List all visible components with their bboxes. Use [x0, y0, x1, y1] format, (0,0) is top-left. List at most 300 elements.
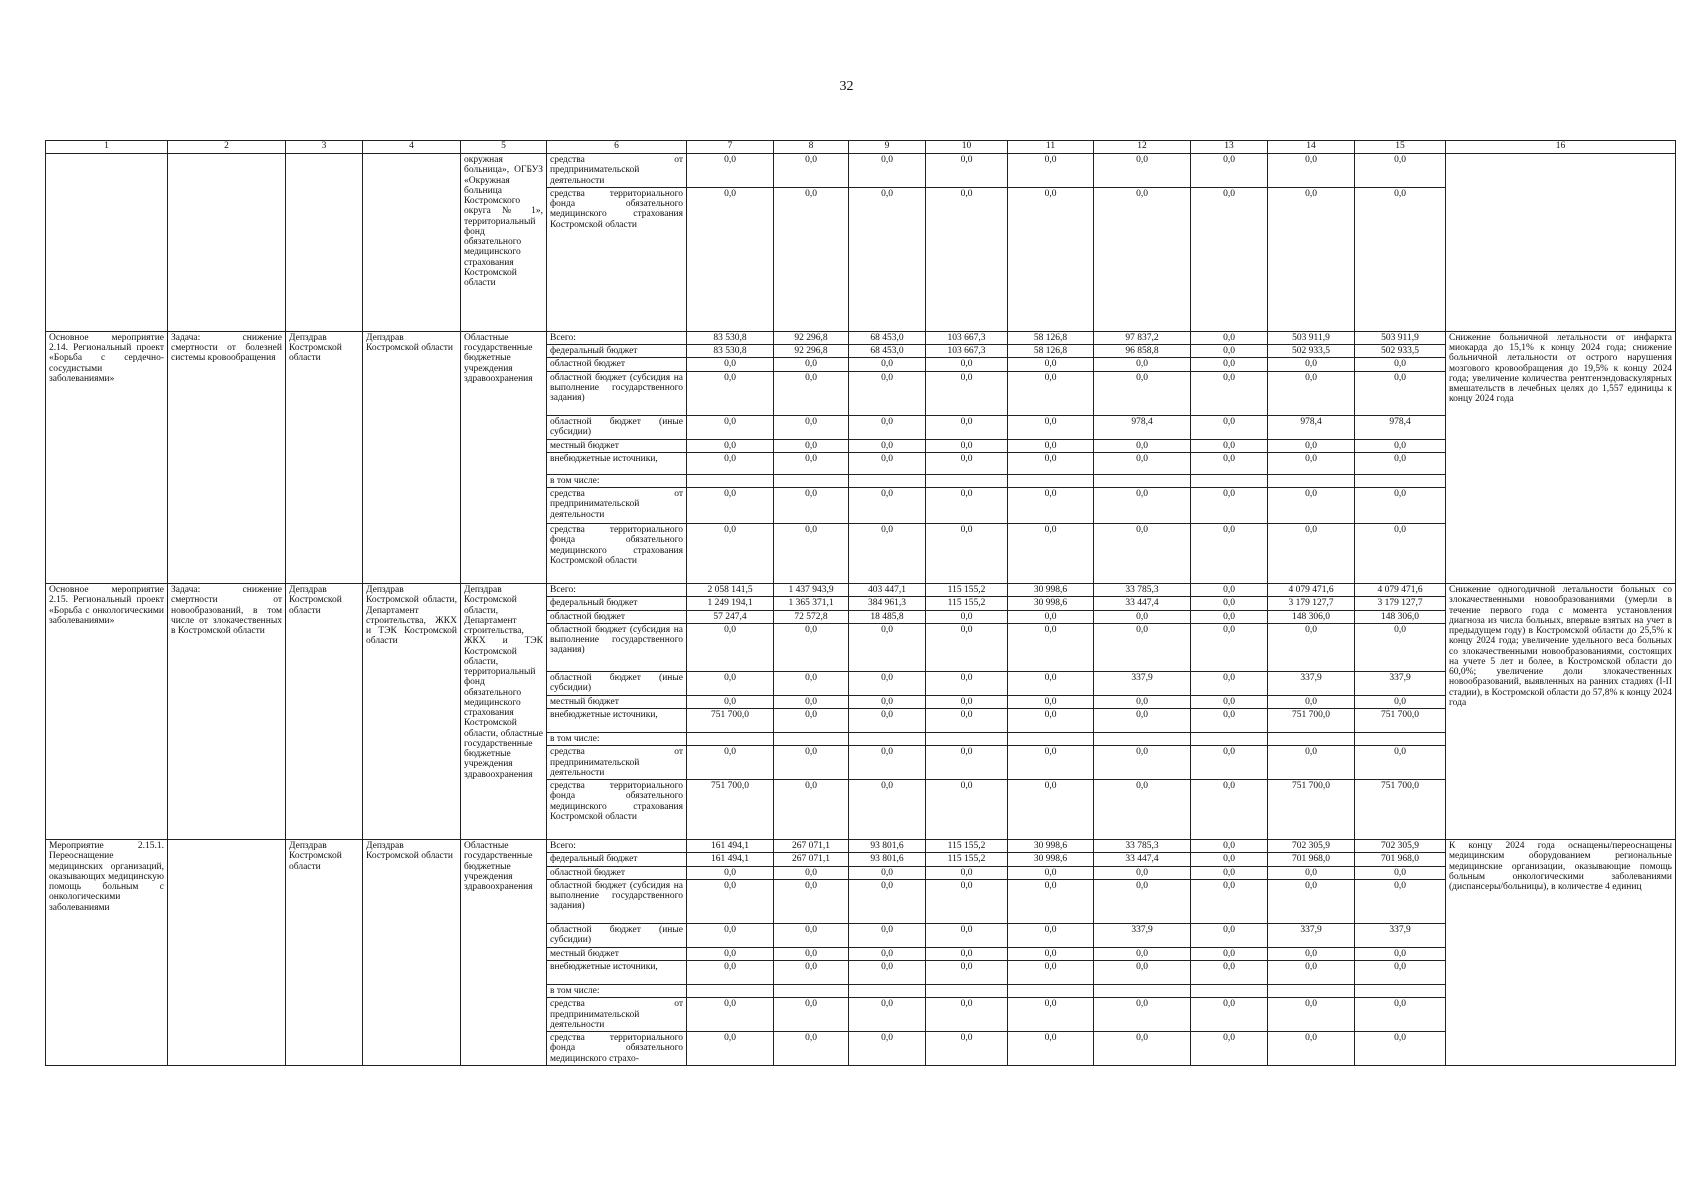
amount-cell: 72 572,8	[774, 610, 849, 623]
amount-cell: 0,0	[849, 998, 926, 1032]
amount-cell: 0,0	[1355, 187, 1446, 331]
amount-cell: 502 933,5	[1355, 345, 1446, 358]
amount-cell: 0,0	[1008, 623, 1094, 671]
amount-cell: 0,0	[774, 154, 849, 188]
amount-cell	[774, 474, 849, 487]
amount-cell: 0,0	[1355, 154, 1446, 188]
amount-cell: 337,9	[1094, 671, 1191, 695]
table-row	[46, 584, 1676, 597]
funding-source-label: областной бюджет	[547, 866, 687, 879]
amount-cell: 0,0	[1355, 961, 1446, 985]
amount-cell: 1 365 371,1	[774, 597, 849, 610]
amount-cell	[774, 733, 849, 746]
amount-cell: 0,0	[774, 746, 849, 780]
amount-cell: 0,0	[926, 780, 1008, 840]
amount-cell: 0,0	[1094, 524, 1191, 584]
col-number: 14	[1268, 141, 1355, 154]
amount-cell: 0,0	[926, 439, 1008, 452]
amount-cell: 0,0	[774, 524, 849, 584]
amount-cell: 0,0	[1191, 853, 1268, 866]
funding-source-label: внебюджетные источники,	[547, 709, 687, 733]
amount-cell	[849, 474, 926, 487]
amount-cell: 0,0	[1268, 961, 1355, 985]
amount-cell: 0,0	[1191, 998, 1268, 1032]
amount-cell: 0,0	[1191, 623, 1268, 671]
amount-cell: 0,0	[1191, 331, 1268, 344]
amount-cell: 0,0	[687, 671, 774, 695]
col-number: 5	[461, 141, 547, 154]
amount-cell: 0,0	[1268, 879, 1355, 923]
amount-cell: 0,0	[1008, 695, 1094, 708]
amount-cell: 0,0	[687, 746, 774, 780]
amount-cell	[1268, 474, 1355, 487]
amount-cell: 0,0	[687, 947, 774, 960]
amount-cell: 0,0	[849, 154, 926, 188]
amount-cell: 0,0	[1094, 879, 1191, 923]
amount-cell: 0,0	[687, 695, 774, 708]
amount-cell: 0,0	[849, 947, 926, 960]
amount-cell: 0,0	[926, 1032, 1008, 1066]
amount-cell: 0,0	[849, 709, 926, 733]
participants-cell: окружная больница», ОГБУЗ «Окружная больница Костромского округа № 1», территориальный фонд обязательного медицинского страхования Костромской области	[461, 154, 547, 332]
amount-cell: 0,0	[1191, 866, 1268, 879]
amount-cell: 0,0	[687, 866, 774, 879]
amount-cell: 0,0	[774, 879, 849, 923]
amount-cell: 0,0	[1268, 947, 1355, 960]
amount-cell: 0,0	[1008, 1032, 1094, 1066]
amount-cell: 0,0	[1094, 371, 1191, 415]
amount-cell: 0,0	[1094, 488, 1191, 524]
funding-source-label: местный бюджет	[547, 947, 687, 960]
amount-cell: 0,0	[1008, 187, 1094, 331]
amount-cell: 0,0	[1094, 1032, 1191, 1066]
funding-source-label: областной бюджет (субсидия на выполнение государственного задания)	[547, 623, 687, 671]
col-number: 10	[926, 141, 1008, 154]
funding-source-label: областной бюджет (субсидия на выполнение государственного задания)	[547, 879, 687, 923]
amount-cell: 0,0	[1008, 371, 1094, 415]
amount-cell	[1191, 474, 1268, 487]
amount-cell: 30 998,6	[1008, 853, 1094, 866]
participants-cell: Областные государственные бюджетные учреждения здравоохранения	[461, 840, 547, 1066]
amount-cell: 0,0	[849, 452, 926, 474]
amount-cell: 0,0	[1191, 358, 1268, 371]
amount-cell: 0,0	[1355, 488, 1446, 524]
amount-cell	[1355, 474, 1446, 487]
amount-cell: 0,0	[849, 358, 926, 371]
amount-cell: 0,0	[687, 415, 774, 439]
amount-cell: 3 179 127,7	[1355, 597, 1446, 610]
amount-cell: 92 296,8	[774, 331, 849, 344]
amount-cell: 0,0	[926, 415, 1008, 439]
amount-cell: 0,0	[1094, 746, 1191, 780]
amount-cell: 0,0	[1008, 780, 1094, 840]
amount-cell: 0,0	[849, 1032, 926, 1066]
funding-source-label: средства территориального фонда обязательного медицинского страхо-	[547, 1032, 687, 1066]
amount-cell: 0,0	[1008, 610, 1094, 623]
amount-cell: 751 700,0	[687, 709, 774, 733]
amount-cell	[926, 733, 1008, 746]
amount-cell: 0,0	[926, 879, 1008, 923]
amount-cell: 0,0	[849, 879, 926, 923]
amount-cell: 0,0	[1355, 866, 1446, 879]
amount-cell: 978,4	[1268, 415, 1355, 439]
funding-source-label: федеральный бюджет	[547, 345, 687, 358]
amount-cell: 701 968,0	[1268, 853, 1355, 866]
table-row	[46, 331, 1676, 344]
amount-cell: 0,0	[774, 671, 849, 695]
amount-cell: 93 801,6	[849, 840, 926, 853]
amount-cell: 0,0	[1008, 961, 1094, 985]
amount-cell: 0,0	[774, 452, 849, 474]
funding-table	[45, 140, 1676, 1066]
expected-result-cell: Снижение одногодичной летальности больных со злокачественными новообразованиями (умерли в течение первого года с момента установления диагноза из числа больных, впервые взятых на учет в предыдущем году) в Костромской области до 25,5% к концу 2024 года; увеличение удельного веса больных со злокачественными новообразованиями, состоящих на учете 5 лет и более, в Костромской области до 60,0%; увеличение доли злокачественных новообразований, выявленных на ранних стадиях (I-II стадии), в Костромской области до 57,8% к концу 2024 года	[1446, 584, 1676, 840]
funding-source-label: областной бюджет (иные субсидии)	[547, 415, 687, 439]
amount-cell: 0,0	[774, 1032, 849, 1066]
amount-cell: 0,0	[687, 439, 774, 452]
amount-cell: 0,0	[1268, 866, 1355, 879]
amount-cell: 0,0	[1008, 866, 1094, 879]
amount-cell: 115 155,2	[926, 853, 1008, 866]
amount-cell: 0,0	[1268, 623, 1355, 671]
amount-cell: 0,0	[774, 439, 849, 452]
amount-cell: 0,0	[1008, 415, 1094, 439]
amount-cell: 68 453,0	[849, 345, 926, 358]
empty-cell	[363, 154, 461, 332]
funding-source-label: местный бюджет	[547, 439, 687, 452]
amount-cell: 0,0	[1094, 452, 1191, 474]
amount-cell: 0,0	[926, 371, 1008, 415]
amount-cell: 0,0	[687, 1032, 774, 1066]
amount-cell: 0,0	[774, 998, 849, 1032]
amount-cell: 0,0	[1008, 439, 1094, 452]
amount-cell: 751 700,0	[1355, 780, 1446, 840]
amount-cell	[1268, 733, 1355, 746]
amount-cell: 502 933,5	[1268, 345, 1355, 358]
funding-source-label: областной бюджет (иные субсидии)	[547, 923, 687, 947]
amount-cell: 0,0	[1191, 371, 1268, 415]
amount-cell: 0,0	[926, 154, 1008, 188]
amount-cell: 751 700,0	[1355, 709, 1446, 733]
amount-cell: 0,0	[1191, 709, 1268, 733]
expected-result-cell: Снижение больничной летальности от инфаркта миокарда до 15,1% к концу 2024 года; снижение больничной летальности от острого нарушения мозгового кровообращения до 19,5% к концу 2024 года; увеличение количества рентгенэндоваскулярных вмешательств в лечебных целях до 1,557 единицы к концу 2024 года	[1446, 331, 1676, 583]
amount-cell	[1008, 733, 1094, 746]
amount-cell: 0,0	[1191, 671, 1268, 695]
amount-cell: 702 305,9	[1355, 840, 1446, 853]
amount-cell: 0,0	[849, 961, 926, 985]
amount-cell: 0,0	[1008, 879, 1094, 923]
amount-cell: 0,0	[1191, 584, 1268, 597]
responsible-cell: Депздрав Костромской области	[286, 584, 363, 840]
amount-cell: 0,0	[1355, 947, 1446, 960]
amount-cell: 0,0	[926, 488, 1008, 524]
amount-cell	[849, 985, 926, 998]
amount-cell: 30 998,6	[1008, 840, 1094, 853]
amount-cell: 83 530,8	[687, 345, 774, 358]
amount-cell: 751 700,0	[687, 780, 774, 840]
amount-cell: 30 998,6	[1008, 597, 1094, 610]
amount-cell: 68 453,0	[849, 331, 926, 344]
amount-cell: 0,0	[849, 187, 926, 331]
amount-cell: 0,0	[1268, 452, 1355, 474]
amount-cell: 0,0	[1268, 187, 1355, 331]
amount-cell: 0,0	[1268, 695, 1355, 708]
col-number: 15	[1355, 141, 1446, 154]
amount-cell: 403 447,1	[849, 584, 926, 597]
amount-cell: 0,0	[1355, 439, 1446, 452]
funding-source-label: в том числе:	[547, 474, 687, 487]
amount-cell: 267 071,1	[774, 853, 849, 866]
amount-cell: 0,0	[774, 358, 849, 371]
amount-cell: 0,0	[1355, 524, 1446, 584]
amount-cell: 0,0	[1008, 358, 1094, 371]
amount-cell: 337,9	[1094, 923, 1191, 947]
amount-cell: 0,0	[1355, 623, 1446, 671]
amount-cell	[1191, 985, 1268, 998]
amount-cell	[1268, 985, 1355, 998]
amount-cell: 0,0	[1191, 746, 1268, 780]
amount-cell: 0,0	[849, 488, 926, 524]
amount-cell: 0,0	[926, 998, 1008, 1032]
measure-name-cell: Основное мероприятие 2.15. Региональный проект «Борьба с онкологическими заболеваниями»	[46, 584, 168, 840]
amount-cell: 0,0	[1191, 452, 1268, 474]
amount-cell: 0,0	[849, 695, 926, 708]
amount-cell: 0,0	[849, 439, 926, 452]
amount-cell: 58 126,8	[1008, 345, 1094, 358]
funding-source-label: в том числе:	[547, 733, 687, 746]
column-number-row	[46, 141, 1676, 154]
col-number: 9	[849, 141, 926, 154]
responsible-cell: Депздрав Костромской области	[286, 840, 363, 1066]
amount-cell	[687, 733, 774, 746]
amount-cell: 148 306,0	[1355, 610, 1446, 623]
amount-cell: 0,0	[1268, 154, 1355, 188]
expected-result-cell: К концу 2024 года оснащены/переоснащены медицинским оборудованием региональные медицинские организации, оказывающие помощь больным онкологическими заболеваниями (диспансеры/больницы), в количестве 4 единиц	[1446, 840, 1676, 1066]
amount-cell: 0,0	[849, 866, 926, 879]
amount-cell: 0,0	[1268, 358, 1355, 371]
amount-cell: 0,0	[926, 923, 1008, 947]
amount-cell: 0,0	[1191, 439, 1268, 452]
amount-cell: 0,0	[849, 780, 926, 840]
co-executor-cell: Депздрав Костромской области	[363, 331, 461, 583]
amount-cell: 97 837,2	[1094, 331, 1191, 344]
amount-cell: 0,0	[774, 923, 849, 947]
funding-source-label: областной бюджет	[547, 358, 687, 371]
amount-cell: 978,4	[1094, 415, 1191, 439]
amount-cell	[1355, 985, 1446, 998]
amount-cell: 0,0	[1191, 524, 1268, 584]
funding-source-label: Всего:	[547, 584, 687, 597]
amount-cell: 33 447,4	[1094, 597, 1191, 610]
col-number: 6	[547, 141, 687, 154]
amount-cell: 93 801,6	[849, 853, 926, 866]
amount-cell: 0,0	[1191, 1032, 1268, 1066]
amount-cell: 0,0	[1008, 709, 1094, 733]
amount-cell: 0,0	[774, 695, 849, 708]
amount-cell: 3 179 127,7	[1268, 597, 1355, 610]
amount-cell: 503 911,9	[1268, 331, 1355, 344]
amount-cell: 0,0	[687, 488, 774, 524]
funding-source-label: средства территориального фонда обязательного медицинского страхования Костромской области	[547, 524, 687, 584]
amount-cell: 0,0	[1268, 371, 1355, 415]
amount-cell: 0,0	[1094, 866, 1191, 879]
amount-cell: 0,0	[1094, 610, 1191, 623]
amount-cell: 751 700,0	[1268, 709, 1355, 733]
amount-cell: 0,0	[926, 623, 1008, 671]
amount-cell: 0,0	[1008, 154, 1094, 188]
co-executor-cell: Депздрав Костромской области	[363, 840, 461, 1066]
amount-cell	[849, 733, 926, 746]
amount-cell	[926, 474, 1008, 487]
amount-cell: 33 785,3	[1094, 584, 1191, 597]
amount-cell: 0,0	[1191, 947, 1268, 960]
amount-cell: 0,0	[849, 415, 926, 439]
amount-cell: 18 485,8	[849, 610, 926, 623]
amount-cell: 0,0	[849, 371, 926, 415]
amount-cell: 0,0	[1191, 879, 1268, 923]
amount-cell: 0,0	[1008, 452, 1094, 474]
program-table-sheet	[45, 140, 1672, 1066]
amount-cell: 0,0	[1268, 524, 1355, 584]
amount-cell: 0,0	[1268, 998, 1355, 1032]
amount-cell: 0,0	[1094, 695, 1191, 708]
amount-cell: 1 249 194,1	[687, 597, 774, 610]
amount-cell: 0,0	[687, 358, 774, 371]
amount-cell: 0,0	[774, 866, 849, 879]
amount-cell	[926, 985, 1008, 998]
amount-cell: 4 079 471,6	[1268, 584, 1355, 597]
amount-cell: 0,0	[1008, 947, 1094, 960]
amount-cell: 0,0	[1094, 780, 1191, 840]
amount-cell: 0,0	[1191, 488, 1268, 524]
task-cell: Задача: снижение смертности от новообразований, в том числе от злокачественных в Костромской области	[168, 584, 286, 840]
amount-cell: 0,0	[1094, 154, 1191, 188]
result-cell	[1446, 154, 1676, 332]
amount-cell	[1191, 733, 1268, 746]
amount-cell: 0,0	[1191, 923, 1268, 947]
amount-cell: 0,0	[774, 623, 849, 671]
amount-cell: 0,0	[1268, 1032, 1355, 1066]
amount-cell: 96 858,8	[1094, 345, 1191, 358]
table-row	[46, 154, 1676, 188]
amount-cell: 337,9	[1268, 671, 1355, 695]
amount-cell: 0,0	[774, 709, 849, 733]
amount-cell: 751 700,0	[1268, 780, 1355, 840]
amount-cell: 0,0	[926, 524, 1008, 584]
amount-cell: 0,0	[849, 524, 926, 584]
amount-cell: 0,0	[774, 780, 849, 840]
amount-cell: 0,0	[774, 187, 849, 331]
amount-cell	[774, 985, 849, 998]
amount-cell: 0,0	[1355, 879, 1446, 923]
amount-cell	[1094, 985, 1191, 998]
funding-source-label: федеральный бюджет	[547, 597, 687, 610]
col-number: 2	[168, 141, 286, 154]
amount-cell: 0,0	[926, 610, 1008, 623]
amount-cell: 57 247,4	[687, 610, 774, 623]
amount-cell: 0,0	[1094, 187, 1191, 331]
amount-cell: 0,0	[687, 961, 774, 985]
amount-cell: 33 447,4	[1094, 853, 1191, 866]
amount-cell: 702 305,9	[1268, 840, 1355, 853]
amount-cell: 0,0	[1191, 597, 1268, 610]
amount-cell	[687, 985, 774, 998]
col-number: 3	[286, 141, 363, 154]
amount-cell: 0,0	[1191, 154, 1268, 188]
col-number: 8	[774, 141, 849, 154]
amount-cell: 0,0	[1191, 187, 1268, 331]
responsible-cell: Депздрав Костромской области	[286, 331, 363, 583]
amount-cell: 0,0	[687, 154, 774, 188]
empty-cell	[286, 154, 363, 332]
funding-source-label: Всего:	[547, 331, 687, 344]
col-number: 12	[1094, 141, 1191, 154]
amount-cell: 0,0	[774, 947, 849, 960]
amount-cell: 0,0	[1268, 488, 1355, 524]
amount-cell: 115 155,2	[926, 584, 1008, 597]
col-number: 1	[46, 141, 168, 154]
amount-cell: 0,0	[1355, 746, 1446, 780]
amount-cell: 0,0	[1191, 961, 1268, 985]
empty-cell	[168, 154, 286, 332]
amount-cell: 701 968,0	[1355, 853, 1446, 866]
amount-cell: 0,0	[1355, 452, 1446, 474]
funding-source-label: средства от предпринимательской деятельности	[547, 488, 687, 524]
amount-cell: 4 079 471,6	[1355, 584, 1446, 597]
amount-cell	[1008, 985, 1094, 998]
amount-cell: 0,0	[926, 709, 1008, 733]
col-number: 11	[1008, 141, 1094, 154]
task-cell: Задача: снижение смертности от болезней системы кровообращения	[168, 331, 286, 583]
amount-cell: 0,0	[1268, 746, 1355, 780]
amount-cell: 0,0	[849, 671, 926, 695]
amount-cell: 0,0	[1191, 610, 1268, 623]
col-number: 13	[1191, 141, 1268, 154]
amount-cell: 0,0	[849, 746, 926, 780]
amount-cell	[687, 474, 774, 487]
amount-cell: 0,0	[926, 695, 1008, 708]
funding-source-label: областной бюджет	[547, 610, 687, 623]
participants-cell: Областные государственные бюджетные учреждения здравоохранения	[461, 331, 547, 583]
empty-cell	[46, 154, 168, 332]
amount-cell: 2 058 141,5	[687, 584, 774, 597]
amount-cell: 267 071,1	[774, 840, 849, 853]
amount-cell: 92 296,8	[774, 345, 849, 358]
amount-cell: 0,0	[687, 371, 774, 415]
funding-source-label: федеральный бюджет	[547, 853, 687, 866]
co-executor-cell: Депздрав Костромской области, Департамент строительства, ЖКХ и ТЭК Костромской области	[363, 584, 461, 840]
amount-cell: 337,9	[1355, 923, 1446, 947]
amount-cell: 0,0	[1191, 345, 1268, 358]
amount-cell: 0,0	[1008, 998, 1094, 1032]
amount-cell: 0,0	[1355, 998, 1446, 1032]
amount-cell: 0,0	[687, 452, 774, 474]
amount-cell: 0,0	[1008, 671, 1094, 695]
amount-cell: 0,0	[926, 358, 1008, 371]
amount-cell: 0,0	[1094, 358, 1191, 371]
amount-cell: 0,0	[687, 923, 774, 947]
amount-cell: 384 961,3	[849, 597, 926, 610]
funding-source-label: средства от предпринимательской деятельности	[547, 746, 687, 780]
amount-cell: 0,0	[1094, 947, 1191, 960]
amount-cell: 0,0	[1094, 623, 1191, 671]
table-row	[46, 840, 1676, 853]
amount-cell	[1008, 474, 1094, 487]
amount-cell: 0,0	[1355, 358, 1446, 371]
amount-cell: 0,0	[1094, 961, 1191, 985]
amount-cell: 83 530,8	[687, 331, 774, 344]
funding-source-label: внебюджетные источники,	[547, 452, 687, 474]
amount-cell: 337,9	[1355, 671, 1446, 695]
